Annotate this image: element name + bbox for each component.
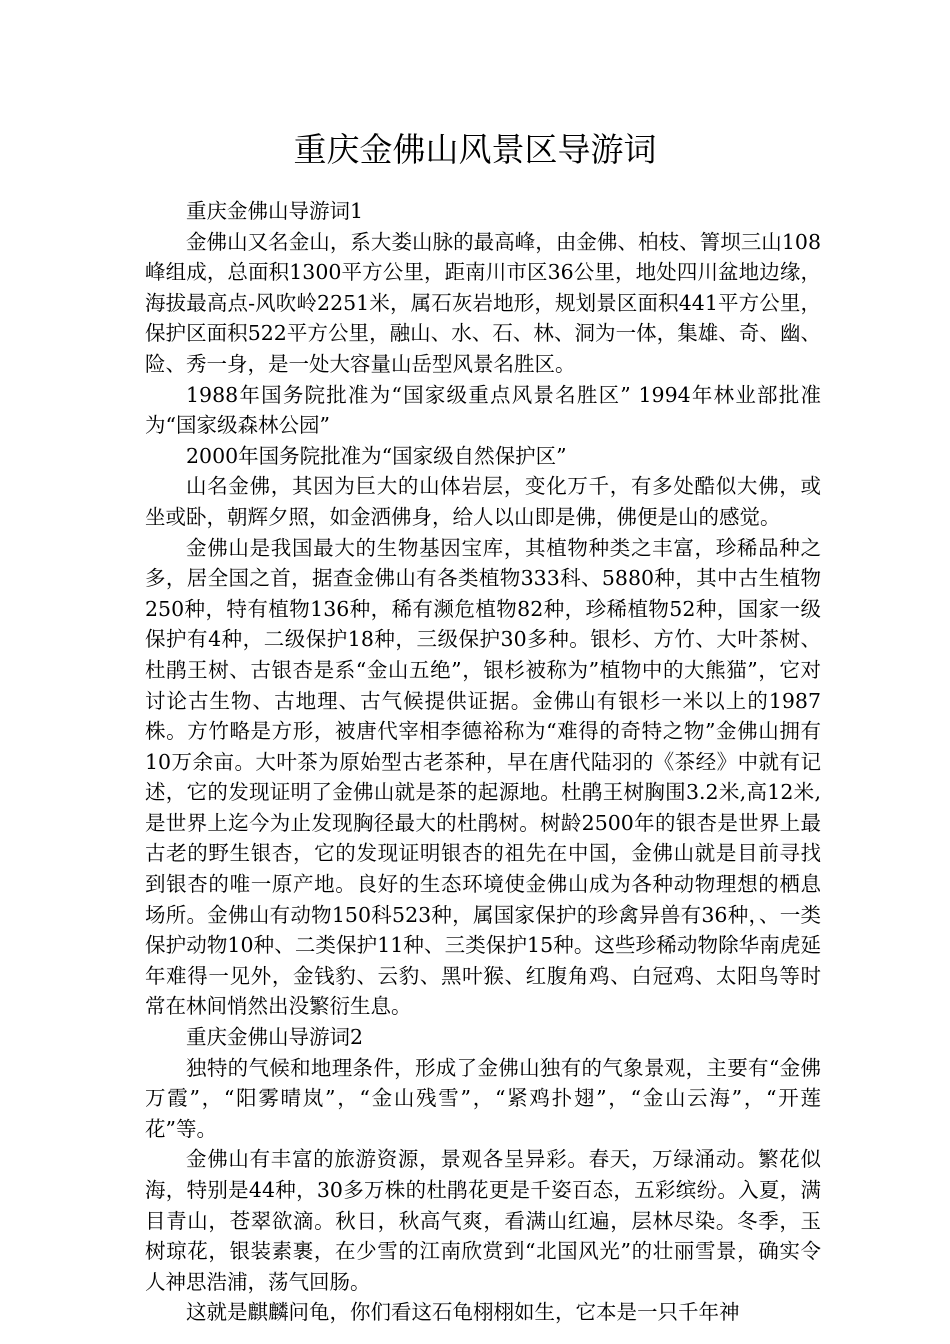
section-heading-2: 重庆金佛山导游词2 (186, 1025, 364, 1050)
paragraph-overview: 金佛山又名金山，系大娄山脉的最高峰，由金佛、柏枝、箐坝三山108峰组成，总面积1300平方公里，距南川市区36公里，地处四川盆地边缘，海拔最高点-风吹岭2251米，属石灰岩地形，规划景区面积441平方公里，保护区面积522平方公里，融山、水、石、林、洞为一体，集雄、奇、幽、险、秀一身，是一处大容量山岳型风景名胜区。 (145, 229, 821, 376)
paragraph-approvals-1988: 1988年国务院批准为“国家级重点风景名胜区” 1994年林业部批准为“国家级森林公园” (145, 382, 821, 438)
section-heading-1: 重庆金佛山导游词1 (186, 199, 364, 223)
paragraph-weather-scenery: 独特的气候和地理条件，形成了金佛山独有的气象景观，主要有“金佛万霞”，“阳雾晴岚”，“金山残雪”，“紧鸡扑翅”，“金山云海”，“开莲花”等。 (145, 1055, 821, 1141)
document-body (145, 196, 821, 1328)
paragraph-seasons: 金佛山有丰富的旅游资源，景观各呈异彩。春天，万绿涌动。繁花似海，特别是44种，30多万株的杜鹃花更是千姿百态，五彩缤纷。入夏，满目青山，苍翠欲滴。秋日，秋高气爽，看满山红遍，层林尽染。冬季，玉树琼花，银装素裹，在少雪的江南欣赏到“北国风光”的壮丽雪景，确实令人神思浩浦，荡气回肠。 (145, 1147, 821, 1294)
paragraph-biodiversity: 金佛山是我国最大的生物基因宝库，其植物种类之丰富，珍稀品种之多，居全国之首，据查金佛山有各类植物333科、5880种，其中古生植物250种，特有植物136种，稀有濒危植物82种，珍稀植物52种，国家一级保护有4种，二级保护18种，三级保护30多种。银杉、方竹、大叶茶树、杜鹃王树、古银杏是系“金山五绝”，银杉被称为”植物中的大熊猫”，它对讨论古生物、古地理、古气候提供证据。金佛山有银杉一米以上的1987株。方竹略是方形，被唐代宰相李德裕称为“难得的奇特之物”金佛山拥有10万余亩。大叶茶为原始型古老茶种，早在唐代陆羽的《茶经》中就有记述，它的发现证明了金佛山就是茶的起源地。杜鹃王树胸围3.2米,高12米,是世界上迄今为止发现胸径最大的杜鹃树。树龄2500年的银杏是世界上最古老的野生银杏，它的发现证明银杏的祖先在中国，金佛山就是目前寻找到银杏的唯一原产地。良好的生态环境使金佛山成为各种动物理想的栖息场所。金佛山有动物150科523种，属国家保护的珍禽异兽有36种，、一类保护动物10种、二类保护11种、三类保护15种。这些珍稀动物除华南虎延年难得一见外，金钱豹、云豹、黑叶猴、红腹角鸡、白冠鸡、太阳鸟等时常在林间悄然出没繁衍生息。 (145, 535, 821, 1019)
paragraph-approval-2000: 2000年国务院批准为“国家级自然保护区” (186, 443, 567, 468)
document-title: 重庆金佛山风景区导游词 (293, 130, 657, 169)
paragraph-name-origin: 山名金佛，其因为巨大的山体岩层，变化万千，有多处酷似大佛，或坐或卧，朝辉夕照，如金洒佛身，给人以山即是佛，佛便是山的感觉。 (145, 474, 821, 529)
paragraph-qilin-turtle: 这就是麒麟问龟，你们看这石龟栩栩如生，它本是一只千年神 (186, 1300, 740, 1325)
